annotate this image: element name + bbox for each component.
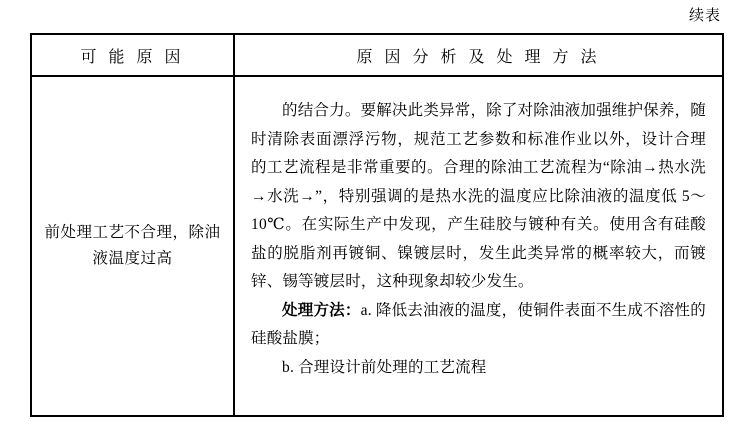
cause-text: 前处理工艺不合理，除油液温度过高 bbox=[44, 224, 221, 267]
table-row bbox=[32, 77, 722, 415]
method-label: 处理方法： bbox=[282, 301, 361, 319]
table-header-row bbox=[32, 35, 722, 77]
table-header-cause-label: 可 能 原 因 bbox=[80, 48, 185, 66]
table-cell-cause bbox=[32, 77, 235, 415]
method-item-b: b. 合理设计前处理的工艺流程 bbox=[282, 358, 487, 376]
continued-table-label: 续表 bbox=[688, 8, 721, 24]
table-header-analysis bbox=[235, 35, 722, 75]
data-table bbox=[30, 33, 724, 417]
table-cell-analysis bbox=[235, 77, 722, 415]
analysis-paragraph-main: 的结合力。要解决此类异常，除了对除油液加强维护保养，随时清除表面漂浮污物，规范工艺参数和标准作业以外，设计合理的工艺流程是非常重要的。合理的除油工艺流程为“除油→热水洗→水洗→”，特别强调的是热水洗的温度应比除油液的温度低 5～10℃。在实际生产中发现，产生硅胶与镀种有关。使用含有硅酸盐的脱脂剂再镀铜、镍镀层时，发生此类异常的概率较大，而镀锌、锡等镀层时，这种现象却较少发生。 bbox=[251, 102, 706, 290]
method-item-a: a. 降低去油液的温度，使铜件表面不生成不溶性的硅酸盐膜； bbox=[251, 301, 706, 347]
table-header-cause bbox=[32, 35, 235, 75]
table-header-analysis-label: 原 因 分 析 及 处 理 方 法 bbox=[356, 48, 601, 66]
analysis-method-intro bbox=[251, 297, 706, 354]
